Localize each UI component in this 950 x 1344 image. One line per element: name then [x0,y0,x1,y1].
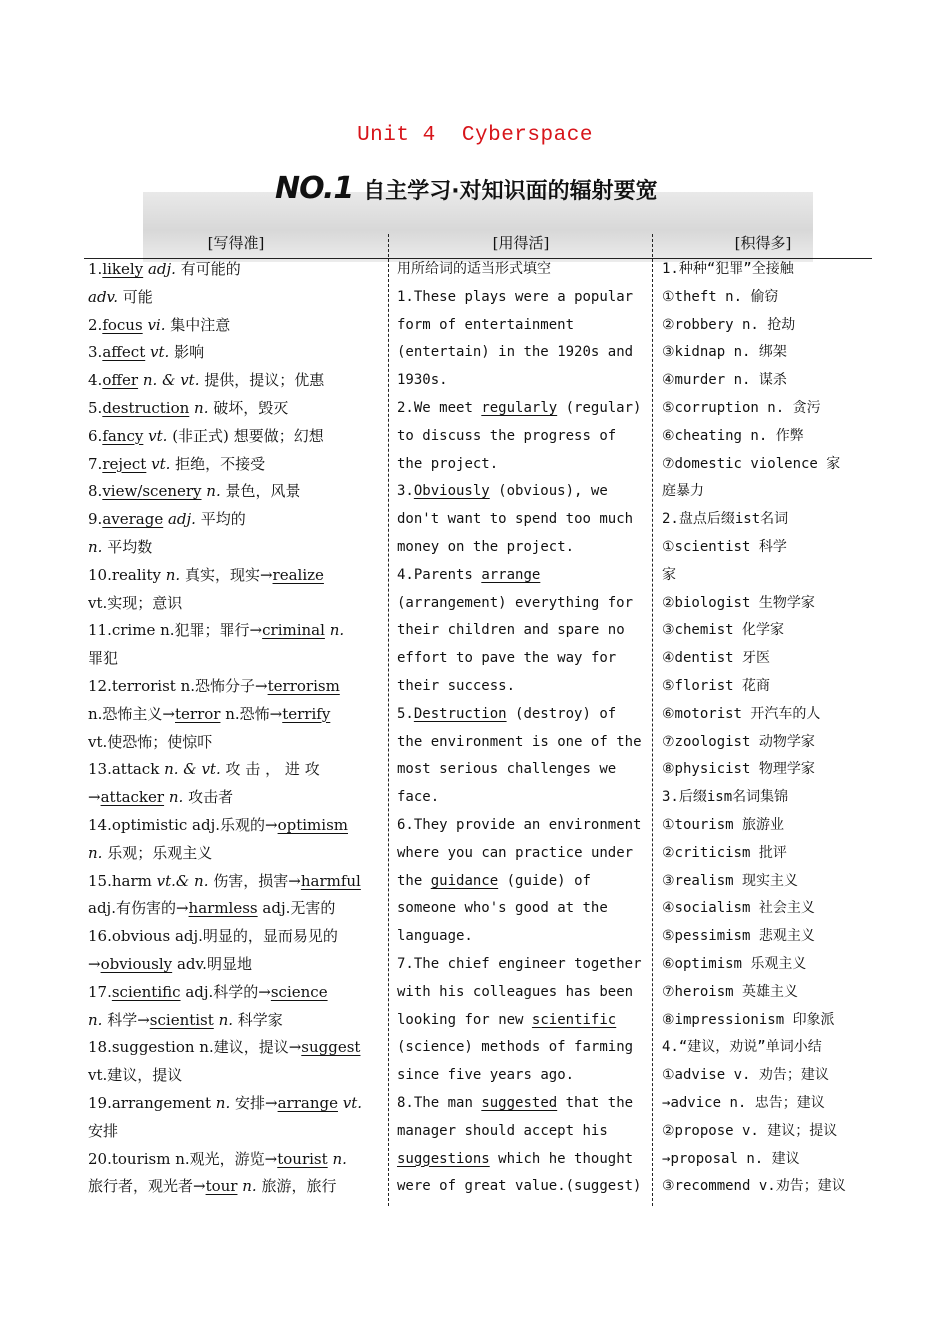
answer-word: reject [102,454,147,473]
text-line: the project. [397,455,499,472]
text-line: 旅行者，观光者→tour n. 旅游，旅行 [88,1177,337,1196]
text-line: →advice n. 忠告；建议 [662,1094,825,1111]
text-line: 4.offer n. & vt. 提供，提议；优惠 [88,371,325,390]
text-line: →proposal n. 建议 [662,1150,800,1167]
text-line: 6.They provide an environment [397,816,642,833]
answer-word: suggestions [397,1150,490,1167]
answer-word: scientist [149,1010,214,1029]
text-line: ②robbery n. 抢劫 [662,316,796,333]
text-line: ⑦zoologist 动物学家 [662,733,815,750]
text-line: 7.The chief engineer together [397,955,642,972]
answer-word: scientific [111,982,181,1001]
part-of-speech: n. [88,537,103,556]
text-line: vt.建议，提议 [88,1066,183,1085]
part-of-speech: n. [88,843,103,862]
part-of-speech: & [162,371,176,390]
text-line: the guidance (guide) of [397,872,591,889]
answer-word: likely [102,260,144,278]
text-line: n. 科学→scientist n. 科学家 [88,1010,283,1029]
text-line: 14.optimistic adj.乐观的→optimism [88,815,348,834]
text-line: 3.affect vt. 影响 [88,343,205,362]
text-line: 17.scientific adj.科学的→science [88,982,328,1001]
text-line: ①advise v. 劝告；建议 [662,1067,829,1084]
text-line: face. [397,789,440,806]
text-line: →attacker n. 攻击者 [88,788,234,807]
text-line: 安排 [88,1121,119,1140]
column-header-write: [写得准] [207,234,265,252]
answer-word: suggested [481,1094,558,1111]
text-line: where you can practice under [397,844,634,861]
answer-word: tour [205,1177,238,1196]
part-of-speech: n. [332,1149,347,1168]
part-of-speech: n. [215,1093,231,1112]
answer-word: optimism [277,815,348,834]
answer-word: regularly [481,399,558,416]
text-line: ③chemist 化学家 [662,622,784,639]
text-line: ⑤pessimism 悲观主义 [662,928,815,945]
text-line: 7.reject vt. 拒绝，不接受 [88,454,266,473]
text-line: their success. [397,677,516,694]
text-line: 4.Parents arrange [397,566,541,583]
text-line: vt.使恐怖；使惊吓 [88,732,213,751]
answer-word: fancy [102,426,144,445]
text-line: ②biologist 生物学家 [662,594,815,611]
text-line: ②propose v. 建议；提议 [662,1122,838,1139]
text-line: 3.后缀ism名词集锦 [662,789,789,806]
text-line: ⑥optimism 乐观主义 [662,955,807,972]
answer-word: average [102,510,164,529]
text-line: with his colleagues has been [397,983,634,1000]
part-of-speech: & [183,760,197,779]
text-line: 家 [662,566,676,583]
banner-number: NO.1 [275,171,354,206]
answer-word: arrange [481,566,541,583]
text-line: adj.有伤害的→harmless adj.无害的 [88,899,336,918]
text-line: ④murder n. 谋杀 [662,372,787,389]
answer-word: terrify [282,704,331,723]
column-divider [388,234,389,1206]
part-of-speech: vt. [150,343,170,362]
part-of-speech: adv. [88,287,119,306]
text-line: ⑦domestic violence 家 [662,455,841,472]
fill-in-column-middle [397,256,645,1201]
column-header-accumulate: [积得多] [734,234,792,252]
part-of-speech: vt. [148,426,168,445]
text-line: the environment is one of the [397,733,642,750]
part-of-speech: n. [164,760,179,779]
text-line: effort to pave the way for [397,650,617,667]
text-line: suggestions which he thought [397,1150,634,1167]
text-line: ③realism 现实主义 [662,872,798,889]
text-line: their children and spare no [397,622,625,639]
answer-word: criminal [262,621,325,640]
text-line: ①tourism 旅游业 [662,816,784,833]
text-line: 5.destruction n. 破坏，毁灭 [88,398,289,417]
text-line: 1.likely adj. 有可能的 [88,260,241,278]
text-line: (arrangement) everything for [397,594,634,611]
text-line: 12.terrorist n.恐怖分子→terrorism [88,676,340,695]
text-line: 2.盘点后缀ist名词 [662,511,789,528]
answer-word: view/scenery [102,482,202,501]
text-line: 3.Obviously (obvious), we [397,483,608,500]
text-line: 8.The man suggested that the [397,1094,634,1111]
text-line: 11.crime n.犯罪；罪行→criminal n. [88,621,345,640]
text-line: n.恐怖主义→terror n.恐怖→terrify [88,704,331,723]
text-line: money on the project. [397,538,575,555]
text-line: manager should accept his [397,1122,608,1139]
text-line: most serious challenges we [397,761,617,778]
answer-word: tourist [277,1149,328,1168]
text-line: adv. 可能 [88,287,153,306]
answer-word: science [270,982,328,1001]
part-of-speech: vt. [180,371,200,390]
part-of-speech: n. [88,1010,103,1029]
text-line: ⑧impressionism 印象派 [662,1011,835,1028]
text-line: 用所给词的适当形式填空 [397,261,551,277]
text-line: 15.harm vt.& n. 伤害，损害→harmful [88,871,361,890]
answer-word: scientific [531,1011,617,1028]
text-line: ⑥cheating n. 作弊 [662,427,804,444]
text-line: ⑦heroism 英雄主义 [662,983,798,1000]
text-line: someone who's good at the [397,900,608,917]
answer-word: suggest [301,1038,361,1057]
text-line: (entertain) in the 1920s and [397,344,634,361]
vocab-column-right [662,256,862,1201]
text-line: ①theft n. 偷窃 [662,288,779,305]
text-line: looking for new scientific [397,1011,617,1028]
vocab-column-left [88,256,380,1201]
text-line: don't want to spend too much [397,511,634,528]
answer-word: destruction [102,398,190,417]
text-line: 庭暴力 [662,483,704,500]
text-line: 罪犯 [88,649,119,668]
part-of-speech: vt.& [156,871,190,890]
text-line: vt.实现；意识 [88,593,183,612]
part-of-speech: n. [242,1177,257,1196]
answer-word: realize [272,565,324,584]
text-line: ②criticism 批评 [662,844,787,861]
answer-word: obviously [100,954,173,973]
text-line: 2.focus vi. 集中注意 [88,315,231,334]
text-line: language. [397,928,473,945]
text-line: ⑤florist 花商 [662,677,770,694]
part-of-speech: n. [168,788,184,807]
text-line: ⑤corruption n. 贪污 [662,399,821,416]
column-divider [652,234,653,1206]
text-line: 13.attack n. & vt. 攻 击 ， 进 攻 [88,760,320,779]
part-of-speech: adj. [167,510,196,529]
answer-word: Obviously [413,483,490,500]
part-of-speech: n. [329,621,345,640]
text-line: 20.tourism n.观光，游览→tourist n. [88,1149,347,1168]
part-of-speech: adj. [147,260,176,278]
answer-word: attacker [100,788,165,807]
text-line: ⑧physicist 物理学家 [662,761,815,778]
text-line: 16.obvious adj.明显的，显而易见的 [88,927,338,946]
text-line: 6.fancy vt. (非正式) 想要做；幻想 [88,426,324,445]
text-line: ③kidnap n. 绑架 [662,344,787,361]
part-of-speech: vt. [151,454,171,473]
text-line: 1930s. [397,372,448,389]
answer-word: harmful [300,871,361,890]
text-line: ⑥motorist 开汽车的人 [662,705,821,722]
text-line: 9.average adj. 平均的 [88,510,246,529]
text-line: 18.suggestion n.建议，提议→suggest [88,1038,361,1057]
text-line: 4.“建议，劝说”单词小结 [662,1039,822,1056]
part-of-speech: n. [194,871,209,890]
banner-heading [275,171,658,206]
text-line: to discuss the progress of [397,427,617,444]
answer-word: offer [102,371,139,390]
text-line: 8.view/scenery n. 景色，风景 [88,482,301,501]
answer-word: affect [102,343,146,362]
text-line: 19.arrangement n. 安排→arrange vt. [88,1093,363,1112]
text-line: 5.Destruction (destroy) of [397,705,617,722]
answer-word: harmless [188,899,258,918]
part-of-speech: n. [165,565,181,584]
text-line: were of great value.(suggest) [397,1178,642,1195]
text-line: 2.We meet regularly (regular) [397,399,642,416]
text-line: ④socialism 社会主义 [662,900,815,917]
text-line: →obviously adv.明显地 [88,954,252,973]
answer-word: Destruction [413,705,507,722]
text-line: 1.种种“犯罪”全接触 [662,261,794,277]
column-header-use: [用得活] [492,234,550,252]
text-line: ①scientist 科学 [662,538,787,555]
text-line: ③recommend v.劝告；建议 [662,1178,846,1195]
answer-word: arrange [277,1093,338,1112]
part-of-speech: vi. [147,315,166,334]
banner-subtitle: 自主学习·对知识面的辐射要宽 [363,179,658,204]
part-of-speech: vt. [342,1093,363,1112]
text-line: form of entertainment [397,316,575,333]
answer-word: guidance [430,872,499,889]
unit-title: Unit 4 Cyberspace [357,124,593,147]
part-of-speech: vt. [201,760,221,779]
text-line: since five years ago. [397,1067,575,1084]
part-of-speech: n. [218,1010,233,1029]
text-line: 10.reality n. 真实，现实→realize [88,565,324,584]
text-line: n. 乐观；乐观主义 [88,843,213,862]
part-of-speech: n. [206,482,221,501]
text-line: ④dentist 牙医 [662,650,770,667]
text-line: (science) methods of farming [397,1039,634,1056]
answer-word: terror [175,704,221,723]
part-of-speech: n. [194,398,209,417]
text-line: 1.These plays were a popular [397,288,634,305]
part-of-speech: n. [142,371,158,390]
answer-word: focus [102,315,143,334]
text-line: n. 平均数 [88,537,153,556]
answer-word: terrorism [267,676,340,695]
